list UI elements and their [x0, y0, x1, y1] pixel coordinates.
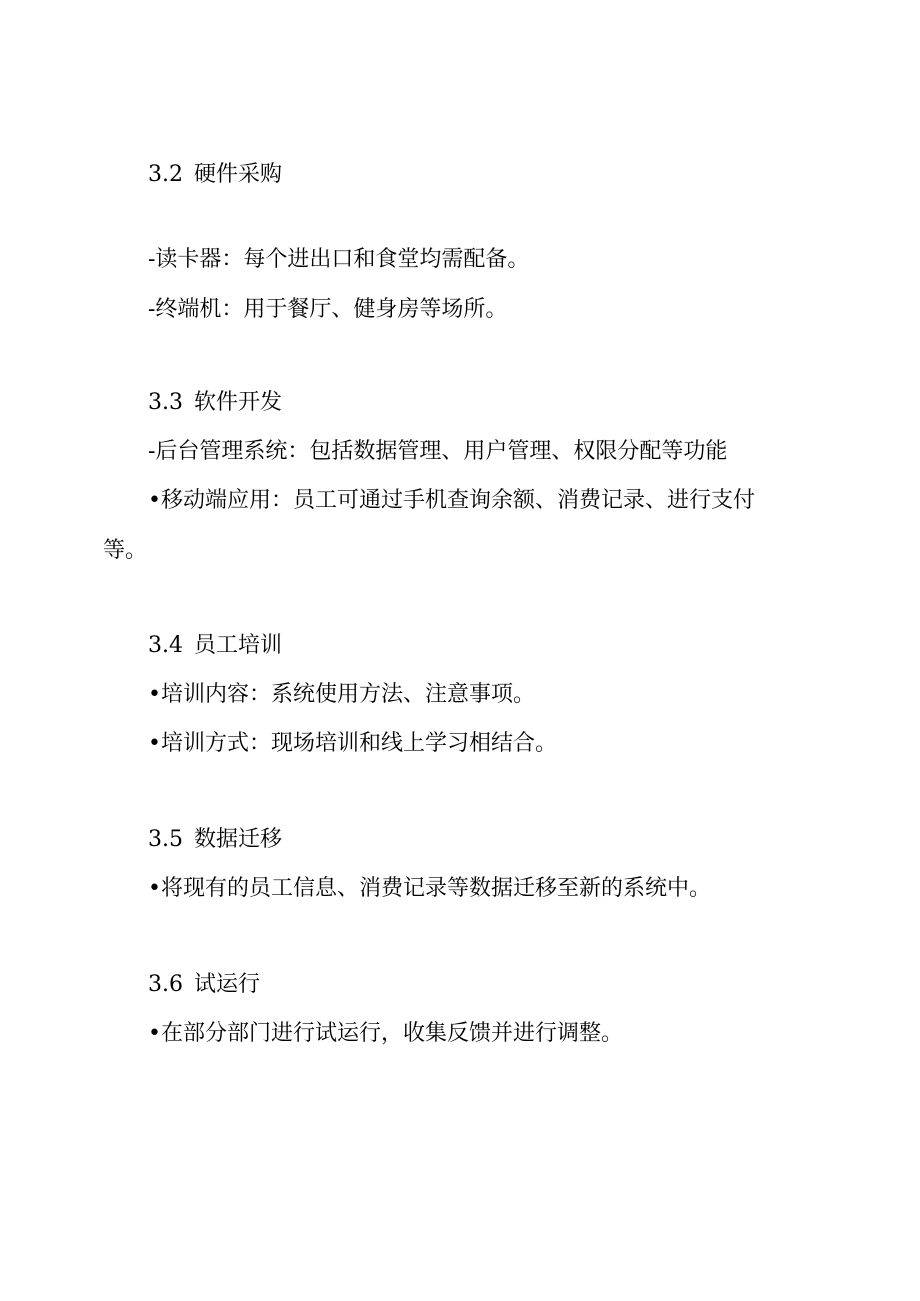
list-item: -终端机：用于餐厅、健身房等场所。	[148, 297, 508, 322]
section-number: 3.6	[148, 972, 183, 997]
section-heading-3-3	[148, 388, 282, 418]
section-number: 3.4	[148, 633, 183, 658]
section-number: 3.2	[148, 162, 183, 187]
list-item: -读卡器：每个进出口和食堂均需配备。	[148, 247, 530, 272]
list-item-continuation: 等。	[103, 538, 148, 563]
list-item: •将现有的员工信息、消费记录等数据迁移至新的系统中。	[148, 876, 711, 901]
section-heading-3-2	[148, 160, 282, 190]
section-title: 试运行	[194, 972, 261, 997]
section-title: 数据迁移	[194, 827, 283, 852]
section-title: 软件开发	[194, 390, 283, 415]
list-item: •在部分部门进行试运行，收集反馈并进行调整。	[148, 1021, 623, 1046]
section-heading-3-5	[148, 825, 282, 855]
section-title: 员工培训	[194, 633, 283, 658]
section-number: 3.3	[148, 390, 183, 415]
section-heading-3-4	[148, 631, 282, 661]
section-number: 3.5	[148, 827, 183, 852]
list-item: •培训方式：现场培训和线上学习相结合。	[148, 731, 557, 756]
section-title: 硬件采购	[194, 162, 283, 187]
section-heading-3-6	[148, 970, 260, 1000]
list-item: -后台管理系统：包括数据管理、用户管理、权限分配等功能	[148, 439, 728, 464]
list-item: •移动端应用：员工可通过手机查询余额、消费记录、进行支付	[148, 488, 755, 513]
list-item: •培训内容：系统使用方法、注意事项。	[148, 682, 535, 707]
